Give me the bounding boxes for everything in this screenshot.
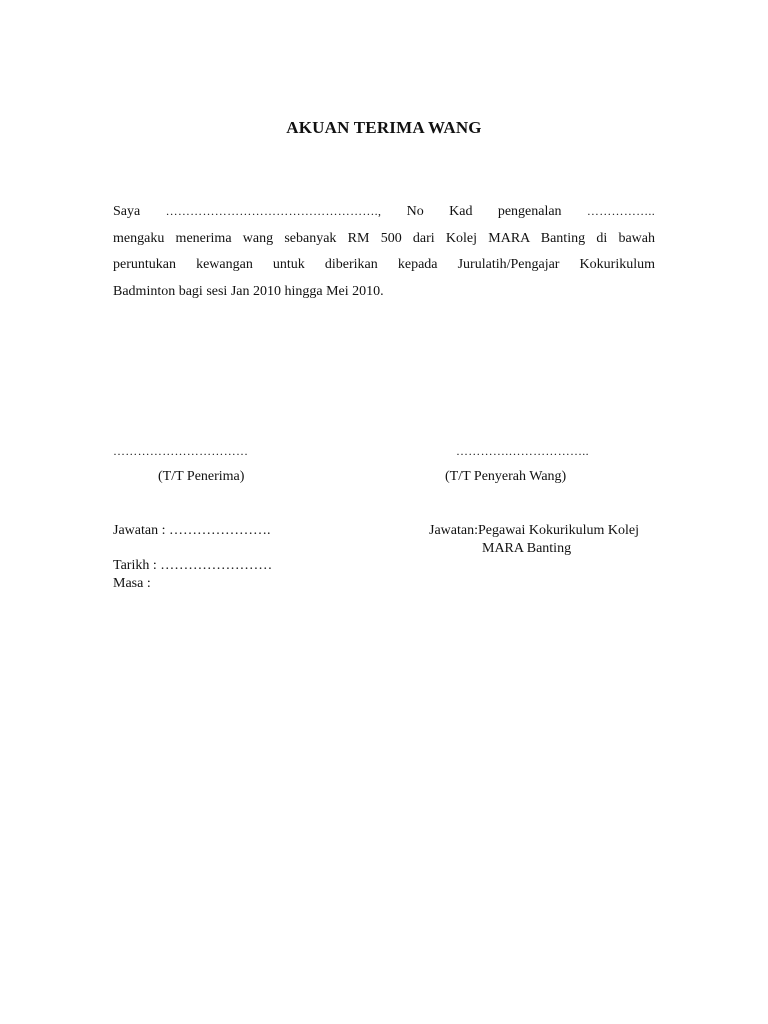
giver-signature-line: ………….……………….. (456, 444, 589, 458)
ic-number-blank: …………….. (586, 204, 656, 218)
name-blank: ……………………………………………., (165, 204, 382, 218)
receiver-signature-line: …………………………… (113, 444, 249, 458)
declaration-word-no: No (406, 204, 424, 219)
giver-jawatan-field: Jawatan:Pegawai Kokurikulum Kolej (429, 523, 639, 538)
declaration-word-pengenalan: pengenalan (497, 204, 562, 219)
giver-signature-label: (T/T Penyerah Wang) (445, 469, 567, 484)
giver-jawatan-continued: MARA Banting (482, 541, 572, 556)
declaration-line-3: peruntukan kewangan untuk diberikan kepada Jurulatih/Pengajar Kokurikulum (113, 257, 655, 272)
declaration-line-1 (113, 198, 655, 226)
receiver-masa-field: Masa : (113, 576, 151, 591)
receiver-tarikh-field: Tarikh : …………………… (113, 558, 273, 573)
declaration-line-4: Badminton bagi sesi Jan 2010 hingga Mei 2010. (113, 283, 384, 299)
receiver-jawatan-field: Jawatan : …………………. (113, 523, 271, 538)
declaration-word-saya: Saya (113, 204, 141, 219)
receiver-signature-label: (T/T Penerima) (158, 469, 245, 484)
declaration-word-kad: Kad (449, 204, 473, 219)
declaration-line-2: mengaku menerima wang sebanyak RM 500 dari Kolej MARA Banting di bawah (113, 230, 655, 246)
declaration-paragraph (113, 198, 655, 305)
document-title: AKUAN TERIMA WANG (286, 118, 482, 137)
